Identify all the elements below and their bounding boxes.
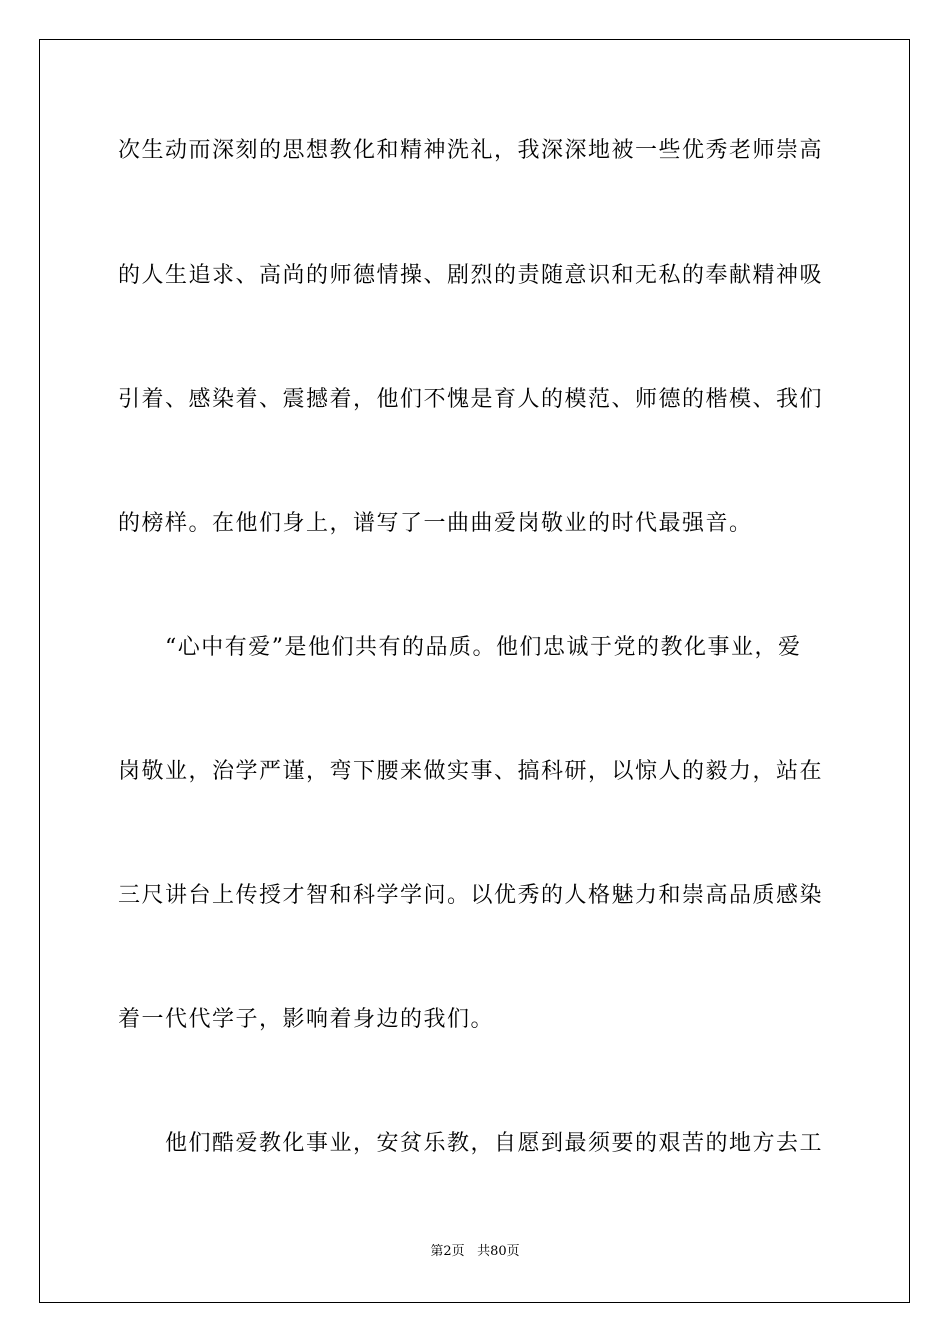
text-line-2: 的人生追求、高尚的师德情操、剧烈的责随意识和无私的奉献精神吸	[118, 263, 824, 288]
page-footer	[0, 1243, 950, 1261]
text-line-9-paragraph-start: 他们酷爱教化事业，安贫乐教，自愿到最须要的艰苦的地方去工	[165, 1131, 824, 1156]
text-line-8: 着一代代学子，影响着身边的我们。	[118, 1007, 495, 1032]
text-line-4: 的榜样。在他们身上，谱写了一曲曲爱岗敬业的时代最强音。	[118, 511, 753, 536]
text-line-7: 三尺讲台上传授才智和科学学问。以优秀的人格魅力和崇高品质感染	[118, 883, 824, 908]
page-number: 第2页	[430, 1244, 465, 1259]
page-border	[39, 39, 910, 1303]
text-line-1: 次生动而深刻的思想教化和精神洗礼，我深深地被一些优秀老师崇高	[118, 138, 824, 163]
text-line-5-paragraph-start: “心中有爱”是他们共有的品质。他们忠诚于党的教化事业，爱	[165, 635, 802, 660]
text-line-6: 岗敬业，治学严谨，弯下腰来做实事、搞科研，以惊人的毅力，站在	[118, 759, 824, 784]
text-line-3: 引着、感染着、震撼着，他们不愧是育人的模范、师德的楷模、我们	[118, 387, 824, 412]
total-pages: 共80页	[477, 1244, 520, 1259]
